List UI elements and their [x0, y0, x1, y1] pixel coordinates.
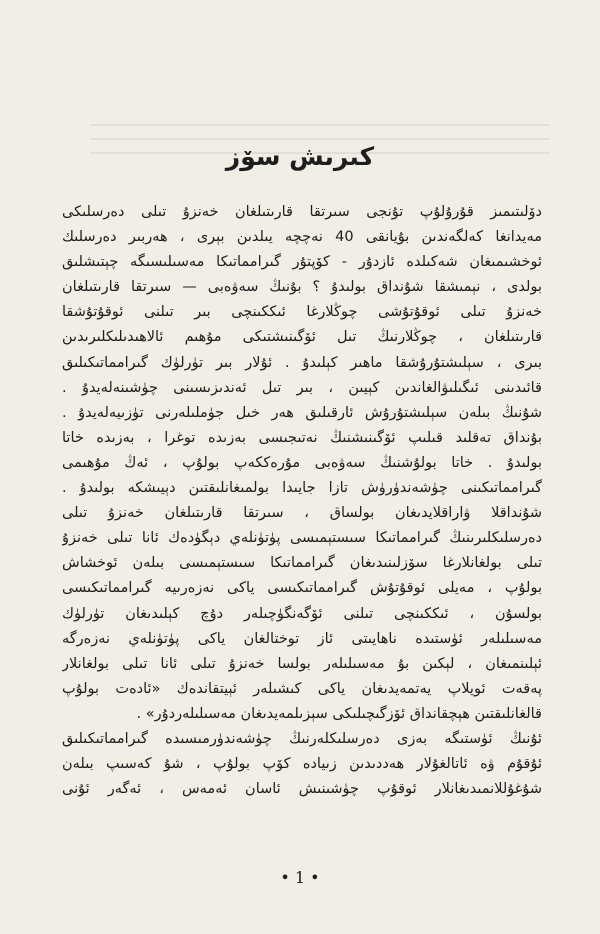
- text-line: تىلى بولغانلارغا سۆزلىنىدىغان گىرامماتىكا سىستېمىسى بىلەن ئوخشاش: [62, 555, 542, 572]
- text-line: شۇنداقلا ۋاراقلايدىغان بولساق ، سىرتقا قارىتىلغان خەنزۇ تىلى: [62, 505, 542, 522]
- text-line: شۇغۇللانمىدىغانلار ئوقۇپ چۈشىنىش ئاسان ئەمەس ، ئەگەر ئۇنى: [62, 781, 542, 798]
- text-line: بولىدۇ . خاتا بولۇشنىڭ سەۋەبى مۇرەككەپ بولۇپ ، ئەڭ مۇھىمى: [62, 454, 542, 471]
- text-line: دۆلىتىمىز قۇرۇلۇپ تۇنجى سىرتقا قارىتىلغان خەنزۇ تىلى دەرسلىكى: [62, 204, 542, 220]
- text-line: بىرى ، سېلىشتۇرۇشقا ماھىر كېلىدۇ . ئۇلار بىر تۈرلۈك گىرامماتىكىلىق: [62, 354, 542, 371]
- text-line: پەقەت ئويلاپ يەتمەيدىغان ياكى كىشىلەر ئېيتقاندەك «ئادەت بولۇپ: [62, 680, 542, 697]
- text-line: ئوخشىمىغان شەكىلدە ئازدۇر - كۆپتۇر گىرامماتىكا مەسىلىسىگە چېتىشلىق: [62, 254, 542, 271]
- body-text: [62, 200, 542, 802]
- text-line: ئۇنىڭ ئۈستىگە بەزى دەرسلىكلەرنىڭ چۈشەندۈرمىسىدە گىرامماتىكىلىق: [62, 730, 542, 747]
- text-line: گىرامماتىكىنى چۈشەندۈرۈش تازا جايىدا بولمىغانلىقتىن دېيىشكە بولىدۇ .: [62, 480, 542, 497]
- text-line: خەنزۇ تىلى ئوقۇتۇشى چوڭلارغا ئىككىنچى بىر تىلنى ئوقۇتۇشقا: [62, 304, 542, 321]
- text-line: مەيدانغا كەلگەندىن بۇيانقى 40 نەچچە يىلدىن بېرى ، ھەربىر دەرسلىك: [62, 229, 542, 246]
- text-line: بولدى ، نېمىشقا شۇنداق بولىدۇ ؟ بۇنىڭ سەۋەبى — سىرتقا قارىتىلغان: [62, 279, 542, 296]
- text-line: بولۇپ ، مەيلى ئوقۇتۇش گىرامماتىكىسى ياكى نەزەرىيە گىرامماتىكىسى: [62, 580, 542, 597]
- page-number: • 1 •: [280, 868, 320, 887]
- text-line: دەرسلىكلىرىنىڭ گىرامماتىكا سىستېمىسى پۈتۈنلەي دېگۈدەك ئانا تىلى خەنزۇ: [62, 530, 542, 547]
- text-line: شۇنىڭ بىلەن سېلىشتۇرۇش ئارقىلىق ھەر خىل جۈملىلەرنى تۈزىيەلەيدۇ .: [62, 404, 542, 421]
- page-title: كىرىش سۆز: [225, 142, 375, 171]
- text-line: قارىتىلغان ، چوڭلارنىڭ تىل ئۆگىنىشتىكى مۇھىم ئالاھىدىلىكلىرىدىن: [62, 329, 542, 346]
- text-line: قالغانلىقتىن ھېچقانداق ئۆزگىچىلىكى سېزىلمەيدىغان مەسىلىلەردۇر» .: [136, 705, 542, 722]
- text-line: بولسۇن ، ئىككىنچى تىلنى ئۆگەنگۈچىلەر دۇچ كېلىدىغان تۈرلۈك: [62, 605, 542, 622]
- text-line: ئېلىنمىغان ، لېكىن بۇ مەسىلىلەر بولسا خەنزۇ تىلى ئانا تىلى بولغانلار: [62, 655, 542, 672]
- text-line: قائىدىنى ئىگىلىۋالغاندىن كېيىن ، بىر تىل ئەندىزىسىنى چۈشىنەلەيدۇ .: [62, 379, 542, 396]
- text-line: مەسىلىلەر ئۈستىدە ناھايىتى ئاز توختالغان ياكى پۈتۈنلەي نەزەرگە: [62, 630, 542, 647]
- text-line: بۇنداق تەقلىد قىلىپ ئۆگىنىشنىڭ نەتىجىسى بەزىدە توغرا ، بەزىدە خاتا: [62, 429, 542, 446]
- text-line: ئۇقۇم ۋە ئاتالغۇلار ھەددىدىن زىيادە كۆپ بولۇپ ، شۇ كەسىپ بىلەن: [62, 756, 542, 773]
